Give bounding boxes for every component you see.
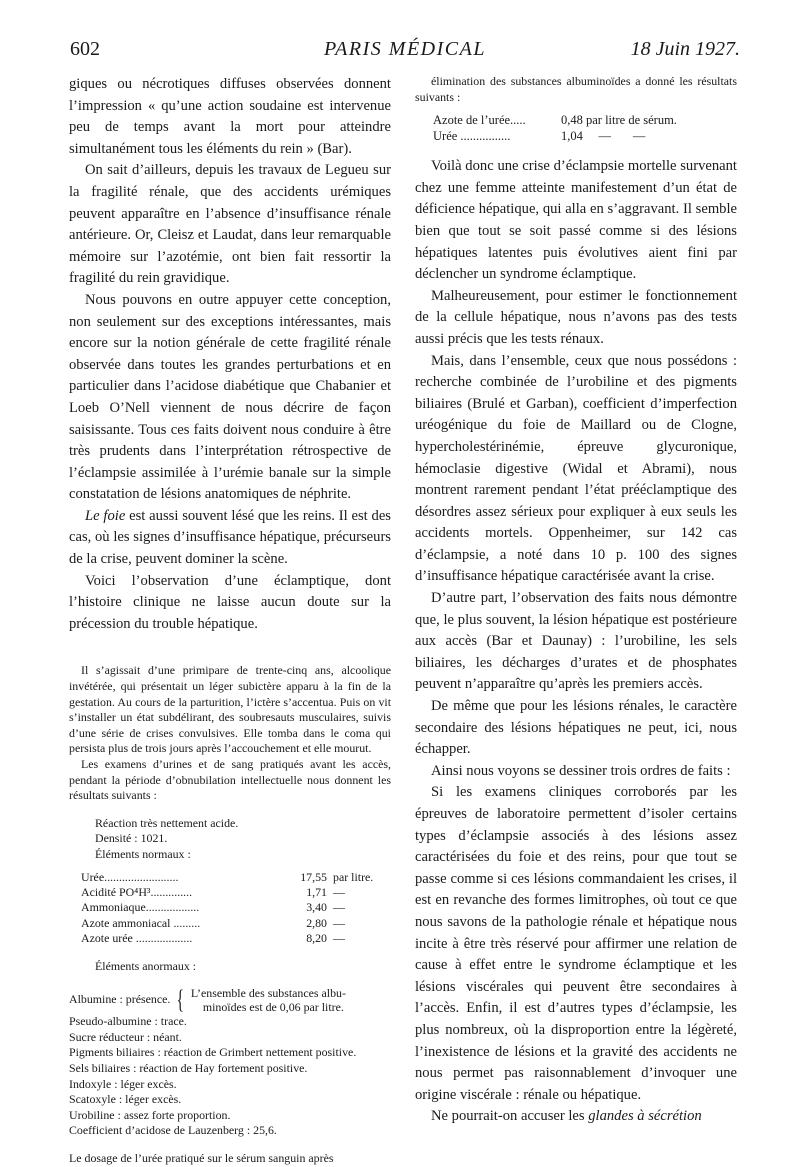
table-row [69,931,391,946]
albumine-label: Albumine : présence. [69,992,171,1007]
left-column [69,74,391,1167]
cell-value: 0,48 par litre de sérum. [561,113,677,128]
paragraph-text: Ne pourrait-on accuser les [431,1108,589,1125]
exams-intro: Les examens d’urines et de sang pratiqués avant les accès, pendant la période d’obnubilation intellectuelle nous donnent les résultats suivants : [69,757,391,803]
paragraph: Voici l’observation d’une éclamptique, dont l’histoire clinique ne laisse aucun doute sur la précession du trouble hépatique. [69,572,391,632]
list-item: Sels biliaires : réaction de Hay fortement positive. [69,1060,308,1075]
cell-label: Urée......................... [81,869,179,884]
brace-symbol: { [176,985,185,1015]
normal-elements-table [69,870,391,947]
table-row [415,112,737,128]
list-item: Sucre réducteur : néant. [69,1029,182,1044]
cell-value: 17,55 [300,869,327,884]
list-item: Pseudo-albumine : trace. [69,1014,187,1029]
serum-table [415,112,737,144]
normal-elements-title: Éléments normaux : [95,846,191,861]
cell-label: Azote de l’urée..... [433,113,526,128]
table-row [69,900,391,915]
table-row [69,916,391,931]
right-column [415,74,737,1128]
list-item: Pigments biliaires : réaction de Grimbert nettement positive. [69,1045,357,1060]
cell-unit: par litre. [333,869,374,884]
continuation-text: élimination des substances albuminoïdes a donné les résultats suivants : [415,74,737,104]
cell-unit: — [333,884,345,899]
cell-value: 3,40 [306,900,327,915]
density-line: Densité : 1021. [95,831,168,846]
reaction-line: Réaction très nettement acide. [95,815,239,830]
table-row [415,128,737,144]
cell-unit: — [333,915,345,930]
paragraph: On sait d’ailleurs, depuis les travaux de Legueu sur la fragilité rénale, que des accidents urémiques peuvent apparaître en l’absence d’insuffisance rénale antérieure. Or, Cleisz et Laudat, dans leur remarquable mémoire sur l’azotémie, ont bien fait ressortir la fragilité du rein gravidique. [69,162,391,287]
paragraph: Nous pouvons en outre appuyer cette conception, non seulement sur des exceptions intéressantes, mais encore sur la notion générale de cette fragilité rénale observée dans toutes les grandes perturbations et en particulier dans l’acidose diabétique que Chabanier et Loeb O’Nell viennent de nous décrire de façon saisissante. Tous ces faits doivent nous conduire à être très prudents dans l’interprétation rétrospective de l’éclampsie assimilée à l’urémie banale sur la simple constatation de lésions anatomiques de néphrite. [69,291,391,503]
paragraph: Si les examens cliniques corroborés par les épreuves de laboratoire permettent d’isoler certains types d’éclampsie associés à des lésions assez caractérisées du foie et des reins, pour que tout se passe comme si ces lésions commandaient les crises, il est en revanche des formes limitrophes, où tout ce que nous savons de la pathologie rénale et hépatique nous incite à être très réservé pour affirmer une relation de cause à effet entre le syndrome éclamptique et les lésions viscérales qui peuvent être secondaires à l’accès. Enfin, il est d’autres types d’éclampsie, les plus nombreux, où la disproportion entre la légèreté, l’inexistence de lésions et la gravité des accidents ne nous permet pas raisonnablement d’invoquer une origine viscérale : rénale ou hépatique. [415,784,737,1103]
emphasis: Le foie [85,507,126,524]
paragraph: D’autre part, l’observation des faits nous démontre que, le plus souvent, la lésion hépatique est postérieure aux accès (Bar et Daunay) : l’urobiline, les sels biliaires, les décharges d’urates et de phosphates peuvent n’apparaître qu’après les premiers accès. [415,590,737,693]
cell-label: Ammoniaque.................. [81,900,200,915]
paragraph: Mais, dans l’ensemble, ceux que nous possédons : recherche combinée de l’urobiline et des pigments biliaires (Brulé et Garban), coefficient d’imperfection uréogénique du foie de Maillard ou de Clogne, hypercholestérinémie, épreuve glycuronique, hémoclasie digestive (Widal et Abrami), nous montrent rarement pendant l’état prééclamptique des désordres assez sérieux pour expliquer à eux seuls les accidents mortels. Oppenheimer, sur 142 cas d’éclampsie, a noté dans 10 p. 100 des signes d’insuffisance hépatique caractérisée avant la crise. [415,352,737,585]
case-report [69,663,391,1166]
list-item: Urobiline : assez forte proportion. [69,1107,231,1122]
cell-unit: — [333,931,345,946]
cell-value: 8,20 [306,931,327,946]
albumine-line [69,986,391,1014]
emphasis: glandes à sécrétion [588,1108,702,1125]
paragraph: Malheureusement, pour estimer le fonctionnement de la cellule hépatique, nous n’avons pas des tests aussi précis que les tests rénaux. [415,287,737,347]
paragraph: Ainsi nous voyons se dessiner trois ordres de faits : [431,762,731,779]
list-item: Indoxyle : léger excès. [69,1076,177,1091]
albumine-detail-line: L’ensemble des substances albu- [190,986,346,1001]
cell-value: 1,71 [306,884,327,899]
cell-unit: — [333,900,345,915]
paragraph [69,506,391,571]
journal-title: PARIS MÉDICAL [324,38,486,60]
serum-results [415,74,737,144]
list-item: Scatoxyle : léger excès. [69,1092,182,1107]
abnormal-elements-title: Éléments anormaux : [95,958,197,973]
page-header [70,38,740,68]
table-row [69,885,391,900]
albumine-detail [191,986,346,1014]
cell-label: Azote urée ................... [81,931,193,946]
table-row [69,870,391,885]
paragraph: giques ou nécrotiques diffuses observées donnent l’impression « qu’une action soudaine est intervenue peu de temps avant la mort pour atteindre simultanément tous les éléments du rein » (Bar). [69,76,391,157]
issue-date: 18 Juin 1927. [630,38,740,60]
paragraph-text: est aussi souvent lésé que les reins. Il est des cas, où les signes d’insuffisance hépatique, précurseurs de la crise, peuvent dominer la scène. [69,507,391,568]
cell-value: 2,80 [306,915,327,930]
paragraph: Voilà donc une crise d’éclampsie mortelle survenant chez une femme atteinte manifestement d’un état de déficience hépatique, qui alla en s’aggravant. Il semble bien que tout se soit passé comme si des lésions hépatiques latentes puis évolutives aient fini par déclencher un syndrome éclamptique. [415,158,737,283]
dosage-line: Le dosage de l’urée pratiqué sur le sérum sanguin après [69,1150,334,1165]
paragraph: De même que pour les lésions rénales, le caractère secondaire des lésions hépatiques ne peut, ici, nous échapper. [415,698,737,758]
paragraph [415,1106,737,1128]
cell-label: Azote ammoniacal ......... [81,915,201,930]
albumine-detail-line: minoïdes est de 0,06 par litre. [202,1000,344,1015]
cell-label: Urée ................ [433,129,511,144]
case-description: Il s’agissait d’une primipare de trente-cinq ans, alcoolique invétérée, qui présentait un léger subictère apparu à la fin de la gestation. Au cours de la parturition, l’ictère s’accentua. Puis on vit s’installer un état subdélirant, des soubresauts musculaires, suivis d’une série de crises convulsives. Elle tomba dans le coma qui persista plus de trois jours après l’accouchement et elle mourut. [69,663,391,756]
page-number: 602 [70,38,100,60]
cell-value: 1,04 — — [561,129,646,144]
cell-label: Acidité PO⁴H³.............. [81,884,193,899]
list-item: Coefficient d’acidose de Lauzenberg : 25,6. [69,1123,277,1138]
